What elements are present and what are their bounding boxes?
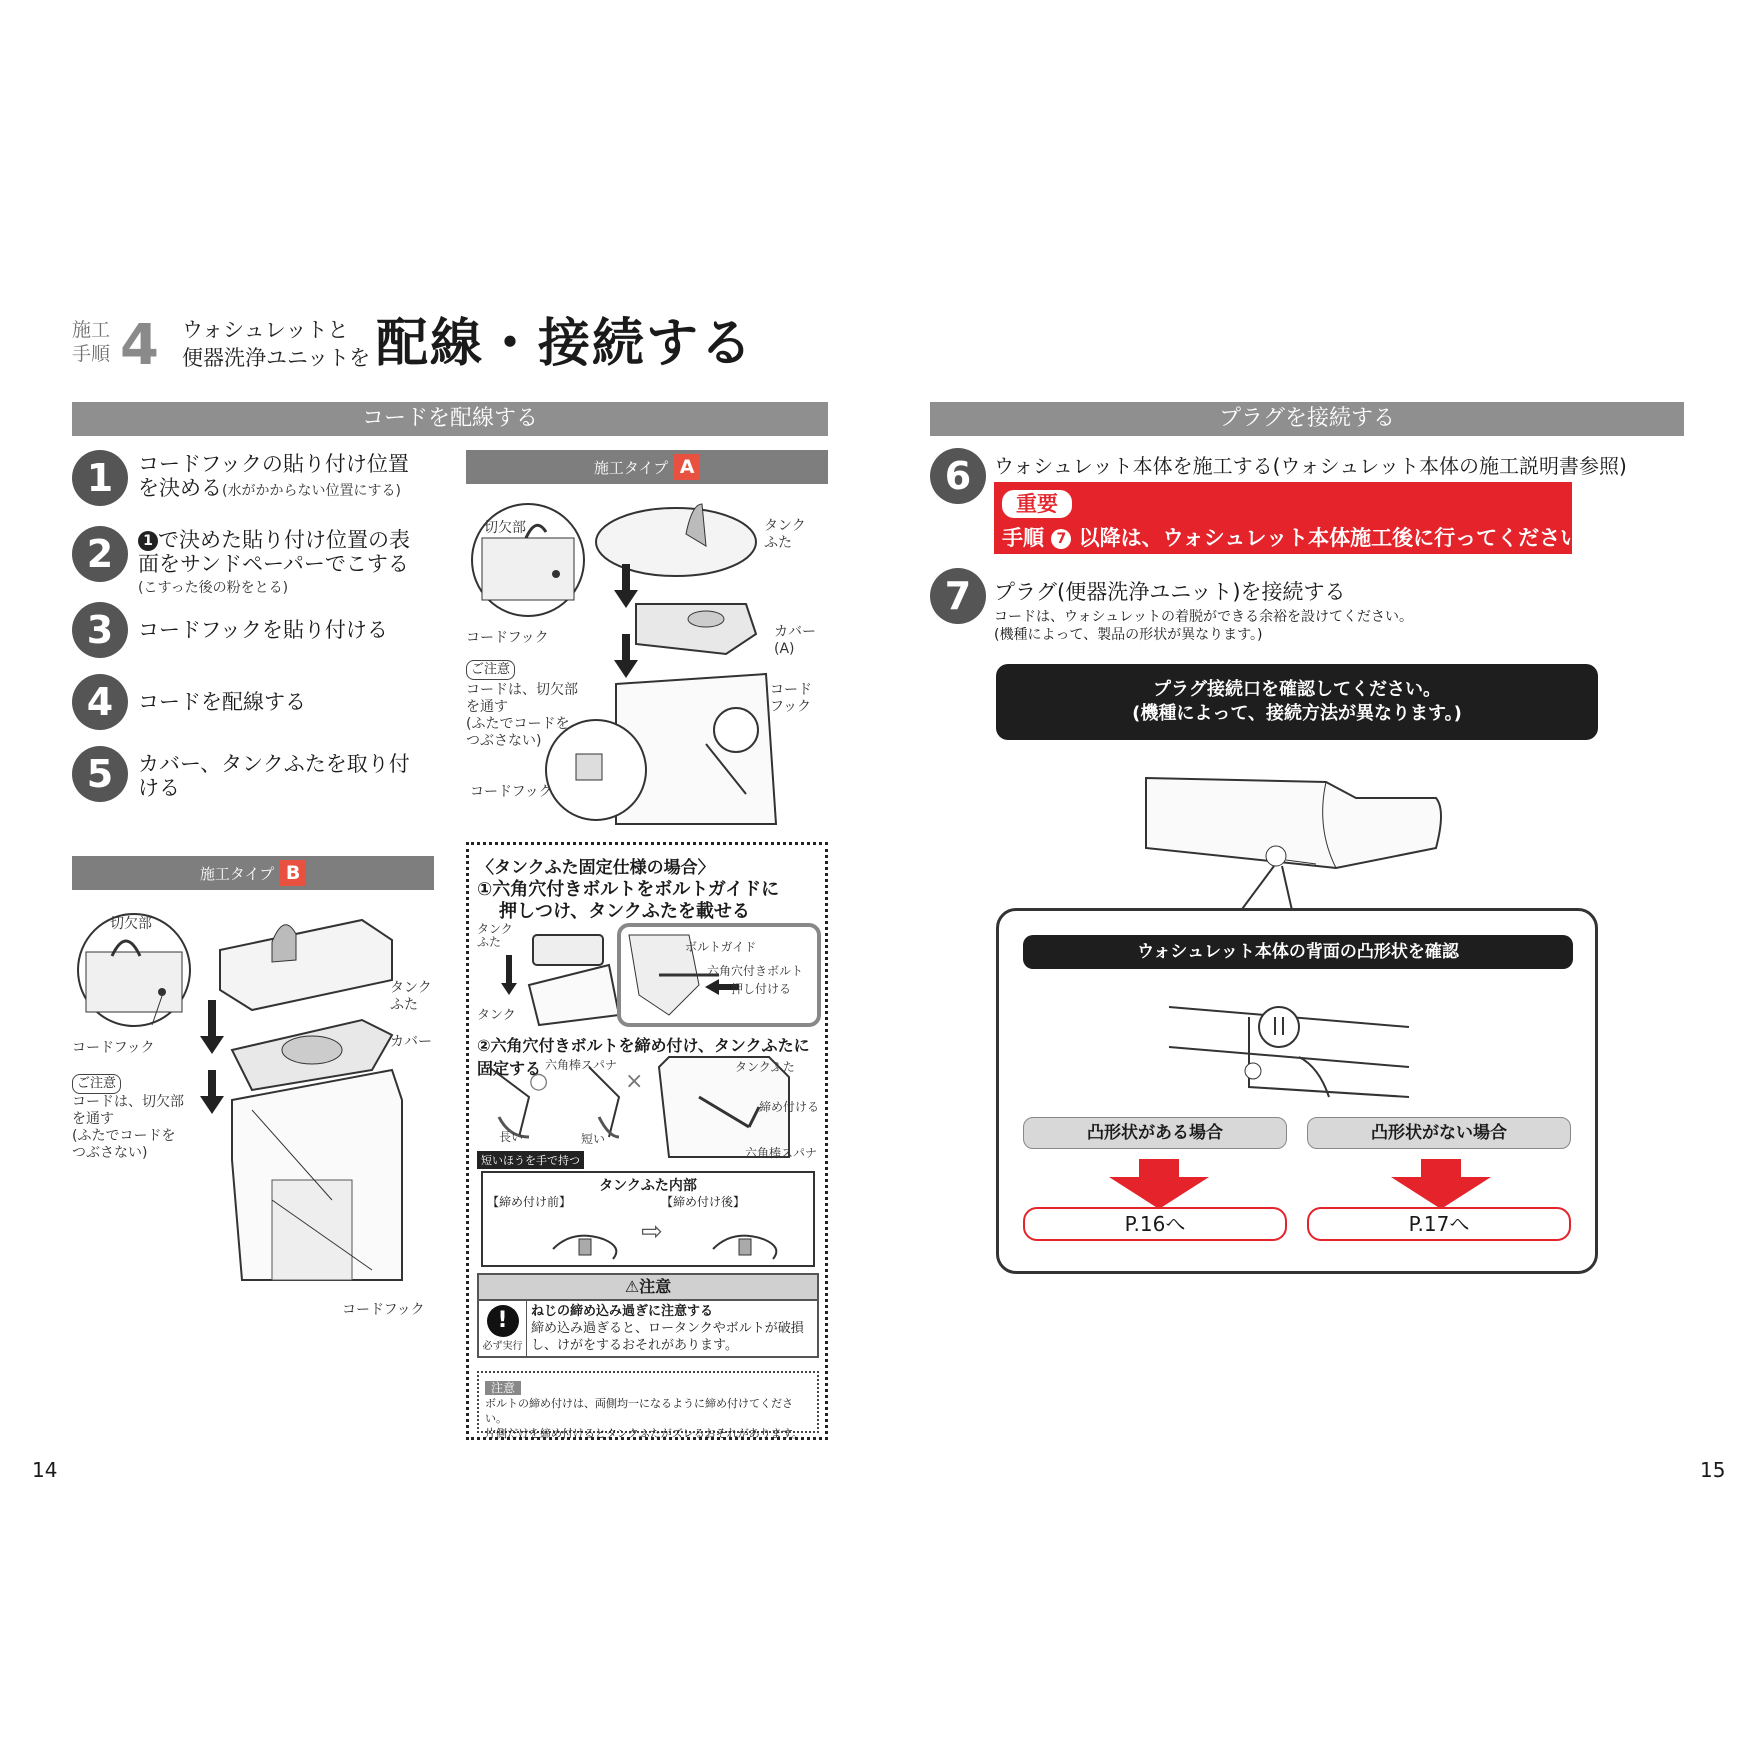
rear-shape-illustration bbox=[1169, 987, 1429, 1107]
case-with-label: 凸形状がある場合 bbox=[1023, 1117, 1287, 1149]
hold-short-badge: 短いほうを手で持つ bbox=[477, 1151, 584, 1169]
step-number-badge: 2 bbox=[72, 526, 128, 582]
type-a-badge: A bbox=[674, 454, 700, 480]
case-without-label: 凸形状がない場合 bbox=[1307, 1117, 1571, 1149]
exclamation-icon: ! bbox=[487, 1305, 519, 1337]
step-number-badge: 3 bbox=[72, 602, 128, 658]
step-label: 施工 手順 bbox=[72, 319, 111, 365]
step-6-text: ウォシュレット本体を施工する(ウォシュレット本体の施工説明書参照) bbox=[994, 454, 1627, 478]
lid-inside-box: タンクふた内部 【締め付け前】 【締め付け後】 ⇨ bbox=[481, 1171, 815, 1267]
warning-box: ⚠注意 ! 必ず実行 ねじの締め込み過ぎに注意する 締め込み過ぎると、ロータンクやボルトが破損 し、けがをするおそれがあります。 bbox=[477, 1273, 819, 1358]
type-a-caution: コードは、切欠部 を通す (ふたでコードを つぶさない) bbox=[466, 682, 578, 749]
important-box: 重要 手順 7 以降は、ウォシュレット本体施工後に行ってください。 bbox=[994, 482, 1572, 554]
fixed-lid-step-2: ②六角穴付きボルトを締め付け、タンクふたに固定する bbox=[477, 1036, 810, 1078]
section-band-wiring: コードを配線する bbox=[72, 402, 828, 436]
plug-notice: プラグ接続口を確認してください。 (機種によって、接続方法が異なります。) bbox=[996, 664, 1598, 740]
fixed-lid-box: 〈タンクふた固定仕様の場合〉 ①六角穴付きボルトをボルトガイドに 押しつけ、タンクふたを載せる タンク ふた タンク ボルトガイド 六角穴付きボルト 押し付ける ②六角穴付きボルトを締め付け、タンクふたに固定する ○ × 六角棒スパナ 長い 短い 短いほうを手で持つ タンクふた 締め付ける 六角棒スパナ タンクふた内部 【締め付け前】 【締め付け後】 ⇨ ⚠注意 ! 必ず実行 ねじの締め込み過ぎに注意する 締め込み過ぎると、ロータンクやボルトが破損 し、けがをするおそれがあります。 注意 ボルトの締め付けは、両側均一になるように締め付けてください。 片側だけを締め付けるとタンクふたがズレるおそれがあります。 bbox=[466, 842, 828, 1440]
arrow-down-icon bbox=[1391, 1159, 1491, 1209]
step-number: 4 bbox=[120, 313, 159, 378]
page-title: 配線・接続する bbox=[376, 314, 755, 374]
caution-tag: ご注意 bbox=[72, 1074, 121, 1094]
type-a-band: 施工タイプ A bbox=[466, 450, 828, 484]
step-ref-badge: 1 bbox=[138, 531, 158, 551]
type-b-badge: B bbox=[280, 860, 306, 886]
warning-icon: ⚠ bbox=[624, 1277, 640, 1296]
link-p16[interactable]: P.16へ bbox=[1023, 1207, 1287, 1241]
arrow-down-icon bbox=[1109, 1159, 1209, 1209]
important-tag: 重要 bbox=[1002, 490, 1072, 518]
page-number-left: 14 bbox=[32, 1458, 58, 1482]
step-7-text: プラグ(便器洗浄ユニット)を接続する bbox=[994, 580, 1346, 604]
bolt-note-box: 注意 ボルトの締め付けは、両側均一になるように締め付けてください。 片側だけを締め付けるとタンクふたがズレるおそれがあります。 bbox=[477, 1371, 819, 1433]
rear-check-label: ウォシュレット本体の背面の凸形状を確認 bbox=[1023, 935, 1573, 969]
step-ref-badge: 7 bbox=[1051, 529, 1071, 549]
step-number-badge: 1 bbox=[72, 450, 128, 506]
type-b-band: 施工タイプ B bbox=[72, 856, 434, 890]
type-b-caution: コードは、切欠部 を通す (ふたでコードを つぶさない) bbox=[72, 1094, 184, 1161]
step-number-badge: 4 bbox=[72, 674, 128, 730]
step-number-badge: 6 bbox=[930, 448, 986, 504]
note-tag: 注意 bbox=[485, 1381, 521, 1395]
rear-check-panel bbox=[996, 908, 1598, 1274]
step-7-note: コードは、ウォシュレットの着脱ができる余裕を設けてください。 (機種によって、製品の形状が異なります。) bbox=[994, 609, 1414, 643]
page-number-right: 15 bbox=[1700, 1458, 1726, 1482]
caution-tag: ご注意 bbox=[466, 660, 515, 680]
fixed-lid-step-1: ①六角穴付きボルトをボルトガイドに 押しつけ、タンクふたを載せる bbox=[477, 879, 780, 922]
step-number-badge: 7 bbox=[930, 568, 986, 624]
section-band-plug: プラグを接続する bbox=[930, 402, 1684, 436]
title-subtitle: ウォシュレットと 便器洗浄ユニットを bbox=[182, 318, 371, 370]
link-p17[interactable]: P.17へ bbox=[1307, 1207, 1571, 1241]
step-number-badge: 5 bbox=[72, 746, 128, 802]
